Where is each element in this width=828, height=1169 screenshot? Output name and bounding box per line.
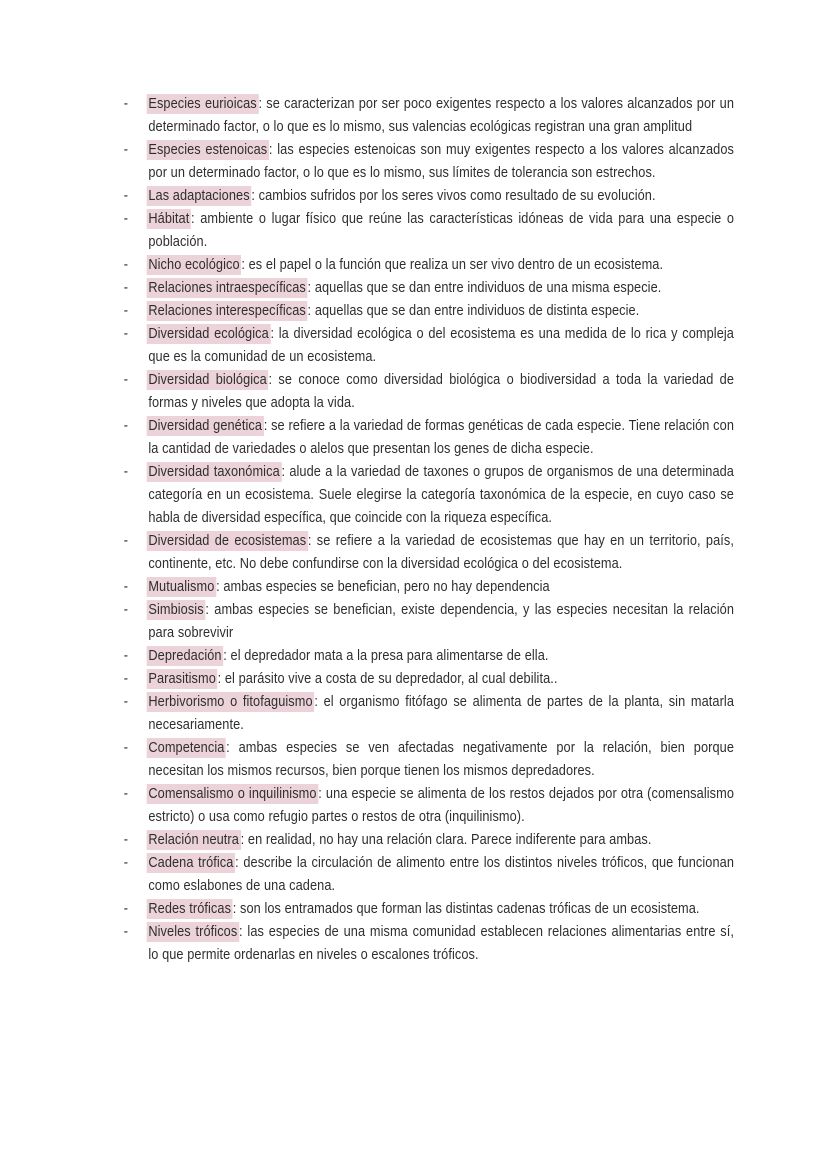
definition-list — [122, 92, 734, 966]
term-definition: son los entramados que forman las distintas cadenas tróficas de un ecosistema. — [240, 900, 700, 917]
term-highlight: Diversidad taxonómica — [148, 463, 280, 480]
term-separator: : — [216, 578, 220, 595]
term-separator: : — [318, 785, 322, 802]
term-highlight: Hábitat — [148, 210, 190, 227]
term-separator: : — [223, 647, 227, 664]
list-item — [122, 920, 734, 966]
term-highlight: Herbivorismo o fitofaguismo — [148, 693, 313, 710]
term-definition: las especies estenoicas son muy exigentes respecto a los valores alcanzados por un determinado factor, o lo que es lo mismo, sus límites de tolerancia son estrechos. — [148, 141, 734, 181]
term-highlight: Diversidad genética — [148, 417, 263, 434]
list-item — [122, 138, 734, 184]
term-separator: : — [238, 923, 243, 940]
term-separator: : — [314, 693, 318, 710]
list-item — [122, 276, 734, 299]
term-separator: : — [263, 417, 268, 434]
term-definition: cambios sufridos por los seres vivos como resultado de su evolución. — [258, 187, 656, 204]
term-highlight: Niveles tróficos — [148, 923, 238, 940]
term-separator: : — [235, 854, 239, 871]
term-highlight: Las adaptaciones — [148, 187, 250, 204]
term-highlight: Diversidad ecológica — [148, 325, 269, 342]
term-separator: : — [205, 601, 210, 618]
list-item — [122, 598, 734, 644]
term-definition: el parásito vive a costa de su depredador, al cual debilita.. — [224, 670, 558, 687]
list-item — [122, 460, 734, 529]
term-highlight: Especies eurioicas — [148, 95, 257, 112]
term-highlight: Redes tróficas — [148, 900, 232, 917]
term-highlight: Relación neutra — [148, 831, 239, 848]
term-separator: : — [268, 141, 273, 158]
term-highlight: Parasitismo — [148, 670, 216, 687]
term-separator: : — [270, 325, 275, 342]
term-highlight: Simbiosis — [148, 601, 204, 618]
term-separator: : — [307, 532, 312, 549]
term-definition: describe la circulación de alimento entre los distintos niveles tróficos, que funcionan como eslabones de una cadena. — [148, 854, 734, 894]
term-separator: : — [241, 256, 245, 273]
term-highlight: Relaciones interespecíficas — [148, 302, 306, 319]
list-item — [122, 92, 734, 138]
term-separator: : — [226, 739, 230, 756]
term-definition: ambiente o lugar físico que reúne las características idóneas de vida para una especie o población. — [148, 210, 734, 250]
list-item — [122, 667, 734, 690]
term-highlight: Nicho ecológico — [148, 256, 240, 273]
list-item — [122, 322, 734, 368]
list-item — [122, 851, 734, 897]
list-item — [122, 782, 734, 828]
term-separator: : — [251, 187, 256, 204]
term-definition: aquellas que se dan entre individuos de distinta especie. — [314, 302, 640, 319]
term-definition: ambas especies se benefician, pero no hay dependencia — [223, 578, 550, 595]
term-separator: : — [281, 463, 286, 480]
term-separator: : — [191, 210, 195, 227]
term-definition: las especies de una misma comunidad establecen relaciones alimentarias entre sí, lo que permite ordenarlas en niveles o escalones tróficos. — [148, 923, 735, 963]
term-highlight: Competencia — [148, 739, 225, 756]
term-highlight: Mutualismo — [148, 578, 215, 595]
list-item — [122, 184, 734, 207]
term-highlight: Relaciones intraespecíficas — [148, 279, 306, 296]
term-definition: alude a la variedad de taxones o grupos de organismos de una determinada categoría en un ecosistema. Suele elegirse la categoría taxonómica de la especie, en cuyo caso se habla de diversidad específica, que coincide con la riqueza específica. — [148, 463, 735, 526]
list-item — [122, 414, 734, 460]
list-item — [122, 644, 734, 667]
term-highlight: Especies estenoicas — [148, 141, 268, 158]
list-item — [122, 299, 734, 322]
list-item — [122, 529, 734, 575]
list-item — [122, 897, 734, 920]
term-separator: : — [217, 670, 222, 687]
term-definition: ambas especies se ven afectadas negativamente por la relación, bien porque necesitan los mismos recursos, bien porque tienen los mismos depredadores. — [148, 739, 735, 779]
term-definition: el organismo fitófago se alimenta de partes de la planta, sin matarla necesariamente. — [148, 693, 734, 733]
term-separator: : — [307, 279, 312, 296]
term-highlight: Cadena trófica — [148, 854, 234, 871]
list-item — [122, 736, 734, 782]
term-definition: una especie se alimenta de los restos dejados por otra (comensalismo estricto) o usa como refugio partes o restos de otra (inquilinismo). — [148, 785, 734, 825]
term-separator: : — [268, 371, 273, 388]
term-separator: : — [307, 302, 312, 319]
term-highlight: Diversidad de ecosistemas — [148, 532, 307, 549]
list-item — [122, 368, 734, 414]
list-item — [122, 828, 734, 851]
list-item — [122, 253, 734, 276]
term-highlight: Diversidad biológica — [148, 371, 267, 388]
term-definition: aquellas que se dan entre individuos de una misma especie. — [314, 279, 662, 296]
list-item — [122, 690, 734, 736]
term-definition: se caracterizan por ser poco exigentes respecto a los valores alcanzados por un determinado factor, o lo que es lo mismo, sus valencias ecológicas registran una gran amplitud — [148, 95, 734, 135]
term-definition: se refiere a la variedad de ecosistemas que hay en un territorio, país, continente, etc. No debe confundirse con la diversidad ecológica o del ecosistema. — [148, 532, 734, 572]
term-definition: es el papel o la función que realiza un ser vivo dentro de un ecosistema. — [248, 256, 664, 273]
term-definition: se conoce como diversidad biológica o biodiversidad a toda la variedad de formas y niveles que adopta la vida. — [148, 371, 735, 411]
term-definition: el depredador mata a la presa para alimentarse de ella. — [230, 647, 549, 664]
term-separator: : — [258, 95, 263, 112]
list-item — [122, 575, 734, 598]
term-definition: la diversidad ecológica o del ecosistema es una medida de lo rica y compleja que es la comunidad de un ecosistema. — [148, 325, 734, 365]
term-definition: ambas especies se benefician, existe dependencia, y las especies necesitan la relación para sobrevivir — [148, 601, 735, 641]
term-highlight: Depredación — [148, 647, 222, 664]
term-definition: se refiere a la variedad de formas genéticas de cada especie. Tiene relación con la cantidad de variedades o alelos que presentan los genes de dicha especie. — [148, 417, 734, 457]
term-highlight: Comensalismo o inquilinismo — [148, 785, 317, 802]
term-separator: : — [232, 900, 237, 917]
term-separator: : — [240, 831, 245, 848]
list-item — [122, 207, 734, 253]
term-definition: en realidad, no hay una relación clara. Parece indiferente para ambas. — [247, 831, 652, 848]
